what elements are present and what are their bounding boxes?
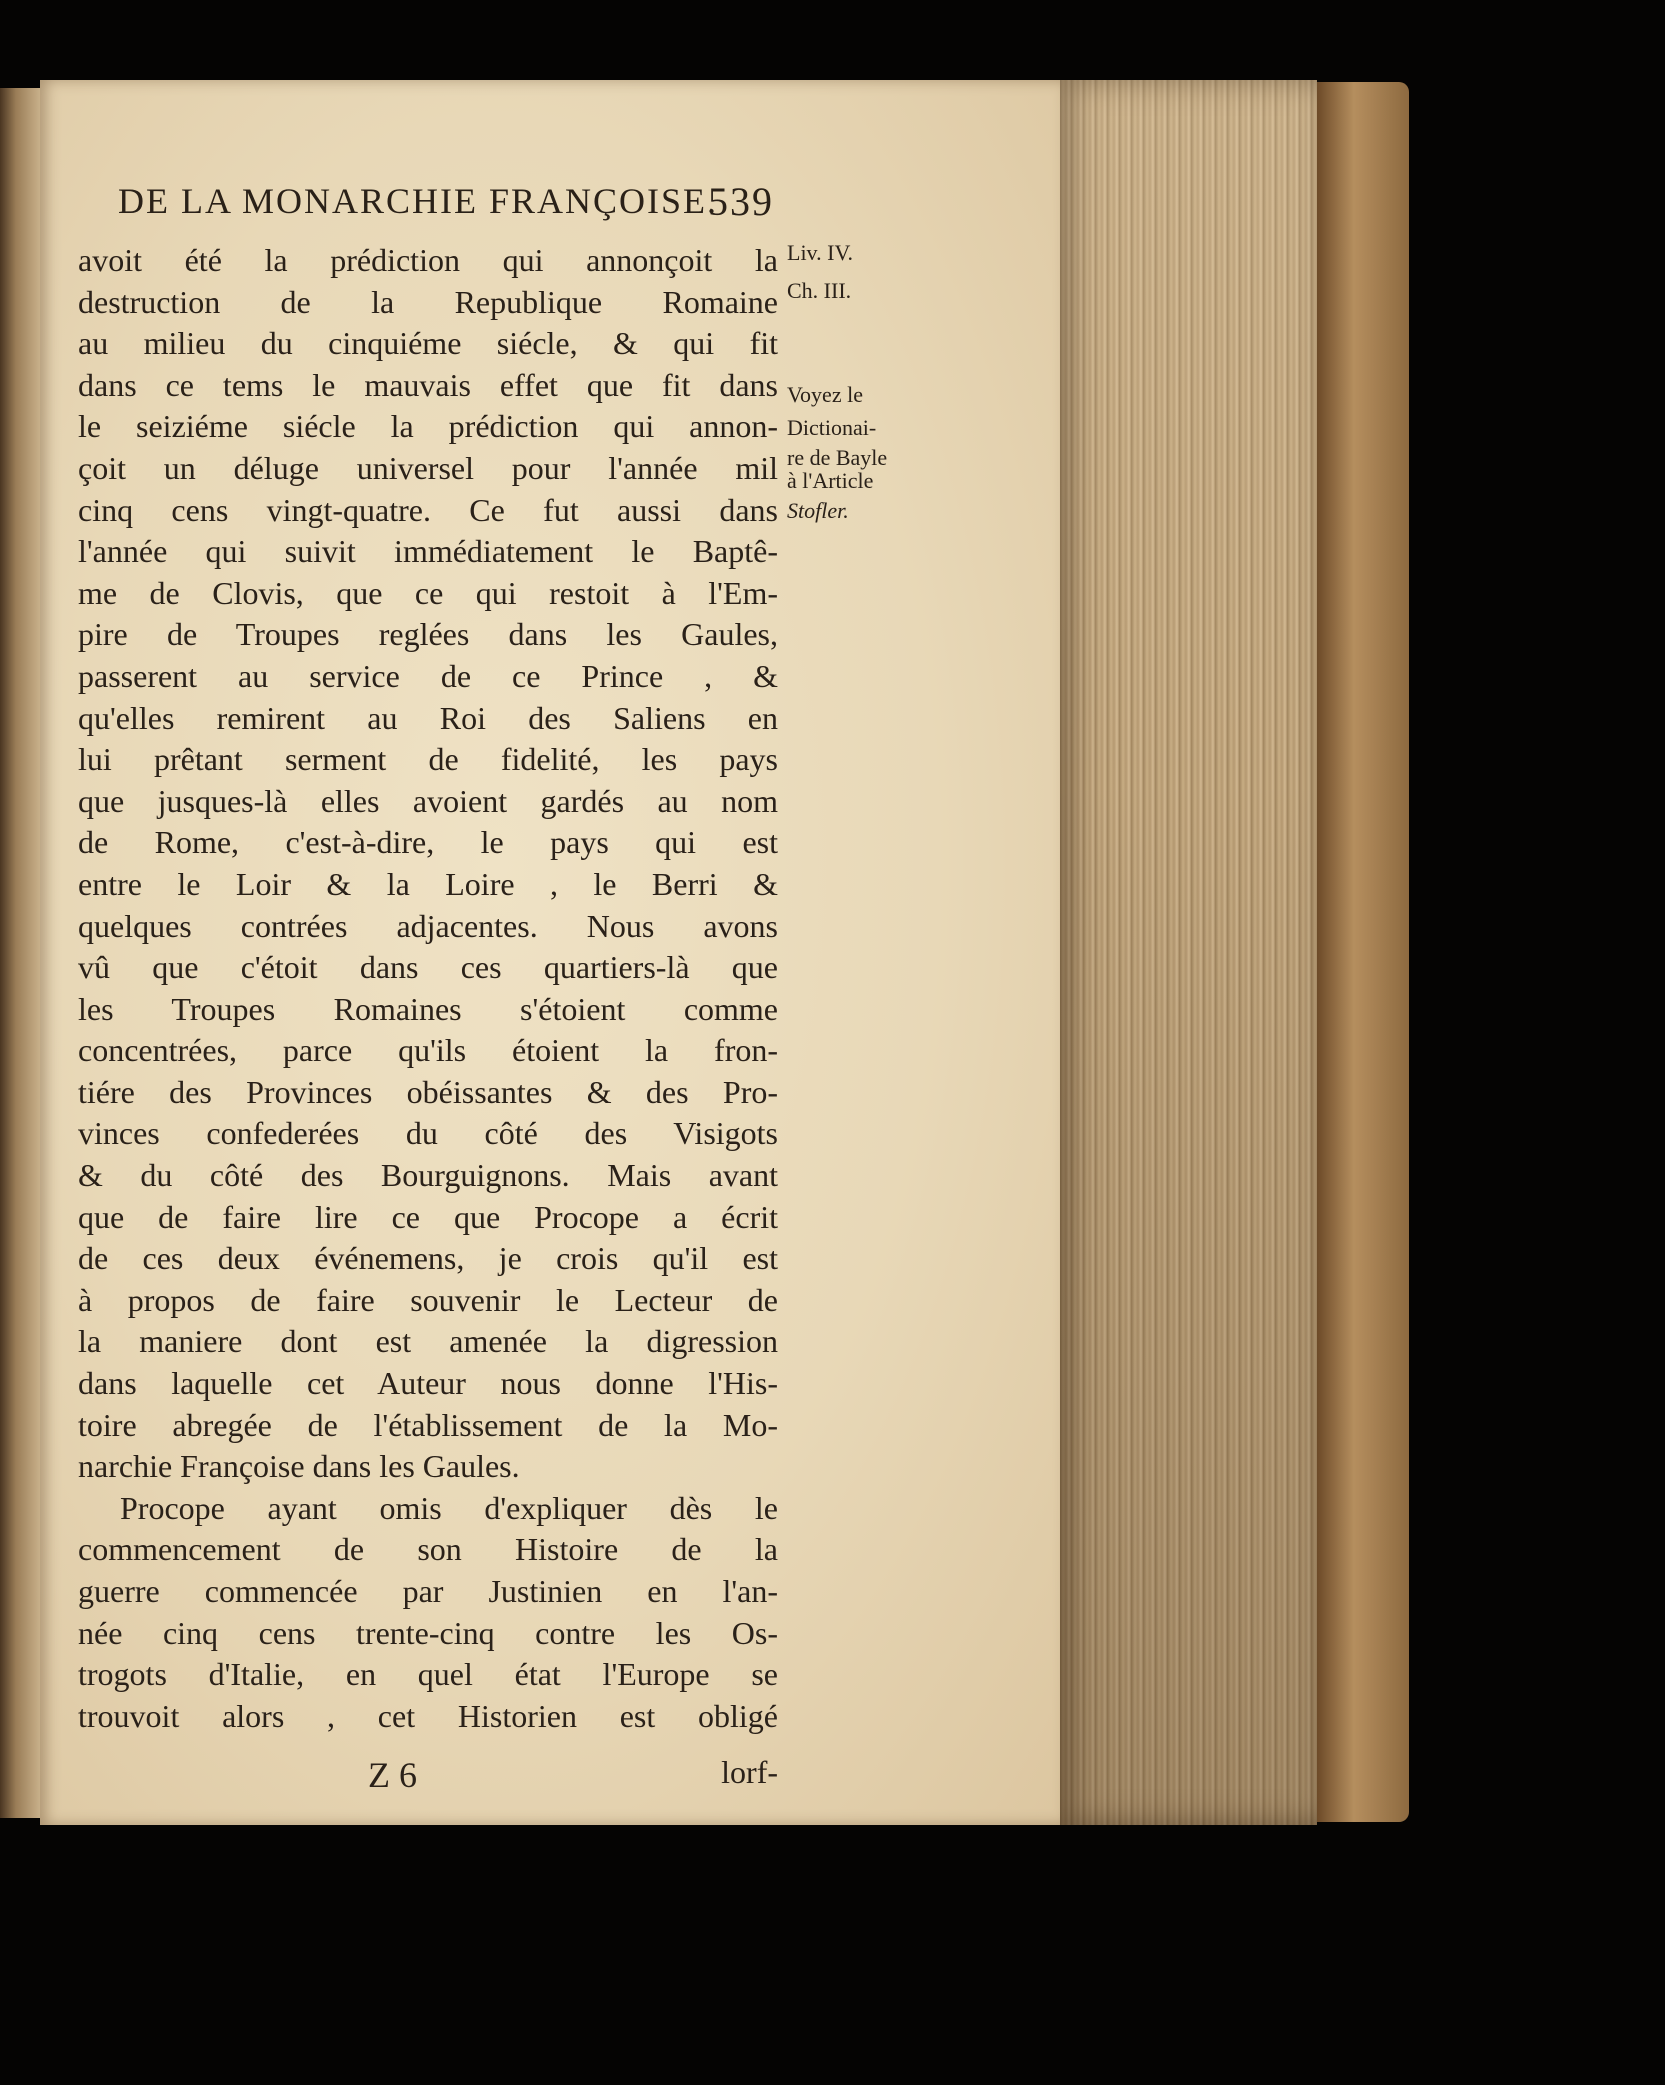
page-block-edge [1060,80,1317,1825]
text-line: passerent au service de ce Prince , & [78,657,778,694]
text-line: quelques contrées adjacentes. Nous avons [78,907,778,944]
text-line: vinces confederées du côté des Visigots [78,1115,778,1152]
margin-note: Dictionai- [787,415,877,440]
text-line: narchie Françoise dans les Gaules. [78,1448,520,1485]
text-line: le seiziéme siécle la prédiction qui annon- [78,408,778,445]
text-line: trogots d'Italie, en quel état l'Europe se [78,1656,778,1693]
signature-mark: Z 6 [368,1755,417,1795]
text-line: destruction de la Republique Romaine [78,283,778,320]
text-line: entre le Loir & la Loire , le Berri & [78,865,778,902]
margin-note: re de Bayle [787,445,888,470]
text-line: pire de Troupes reglées dans les Gaules, [78,616,778,653]
text-line: avoit été la prédiction qui annonçoit la [78,242,778,278]
text-line: née cinq cens trente-cinq contre les Os- [78,1614,778,1651]
margin-note: Liv. IV. [787,240,853,265]
text-line: çoit un déluge universel pour l'année mil [78,449,778,486]
text-line: guerre commencée par Justinien en l'an- [78,1573,778,1609]
previous-page-edge [0,88,42,1818]
text-line: dans laquelle cet Auteur nous donne l'His- [78,1365,778,1402]
catchword: lorf- [721,1754,778,1790]
text-line: la maniere dont est amenée la digression [78,1323,778,1360]
running-title: DE LA MONARCHIE FRANÇOISE. [118,181,719,221]
text-line: que jusques-là elles avoient gardés au nom [78,782,778,819]
text-line: vû que c'étoit dans ces quartiers-là que [78,949,778,986]
margin-note: Ch. III. [787,278,852,303]
body-text [78,240,778,1737]
text-line: commencement de son Histoire de la [78,1531,778,1568]
margin-note: à l'Article [787,468,874,493]
text-line: que de faire lire ce que Procope a écrit [78,1198,778,1235]
text-line: me de Clovis, que ce qui restoit à l'Em- [78,574,778,611]
text-line: au milieu du cinquiéme siécle, & qui fit [78,325,778,362]
text-line: à propos de faire souvenir le Lecteur de [78,1281,778,1318]
running-header [118,180,818,230]
book-cover [1317,82,1409,1822]
margin-note: Stofler. [787,498,849,523]
text-line: dans ce tems le mauvais effet que fit dans [78,366,778,403]
text-line: concentrées, parce qu'ils étoient la fron- [78,1032,778,1069]
page-number: 539 [708,179,774,224]
text-line: les Troupes Romaines s'étoient comme [78,990,778,1027]
page-footer [78,1754,778,1796]
text-line: de ces deux événemens, je crois qu'il est [78,1240,778,1277]
text-line: trouvoit alors , cet Historien est obligé [78,1697,778,1734]
text-line: qu'elles remirent au Roi des Saliens en [78,699,778,736]
text-line: de Rome, c'est-à-dire, le pays qui est [78,824,778,861]
margin-note: Voyez le [787,382,863,407]
text-line: tiére des Provinces obéissantes & des Pro- [78,1073,778,1110]
text-line: & du côté des Bourguignons. Mais avant [78,1157,778,1194]
text-line: l'année qui suivit immédiatement le Baptê- [78,533,778,570]
text-line: Procope ayant omis d'expliquer dès le [120,1489,778,1526]
text-line: toire abregée de l'établissement de la Mo- [78,1406,778,1443]
text-line: cinq cens vingt-quatre. Ce fut aussi dans [78,491,778,528]
text-line: lui prêtant serment de fidelité, les pays [78,741,778,778]
